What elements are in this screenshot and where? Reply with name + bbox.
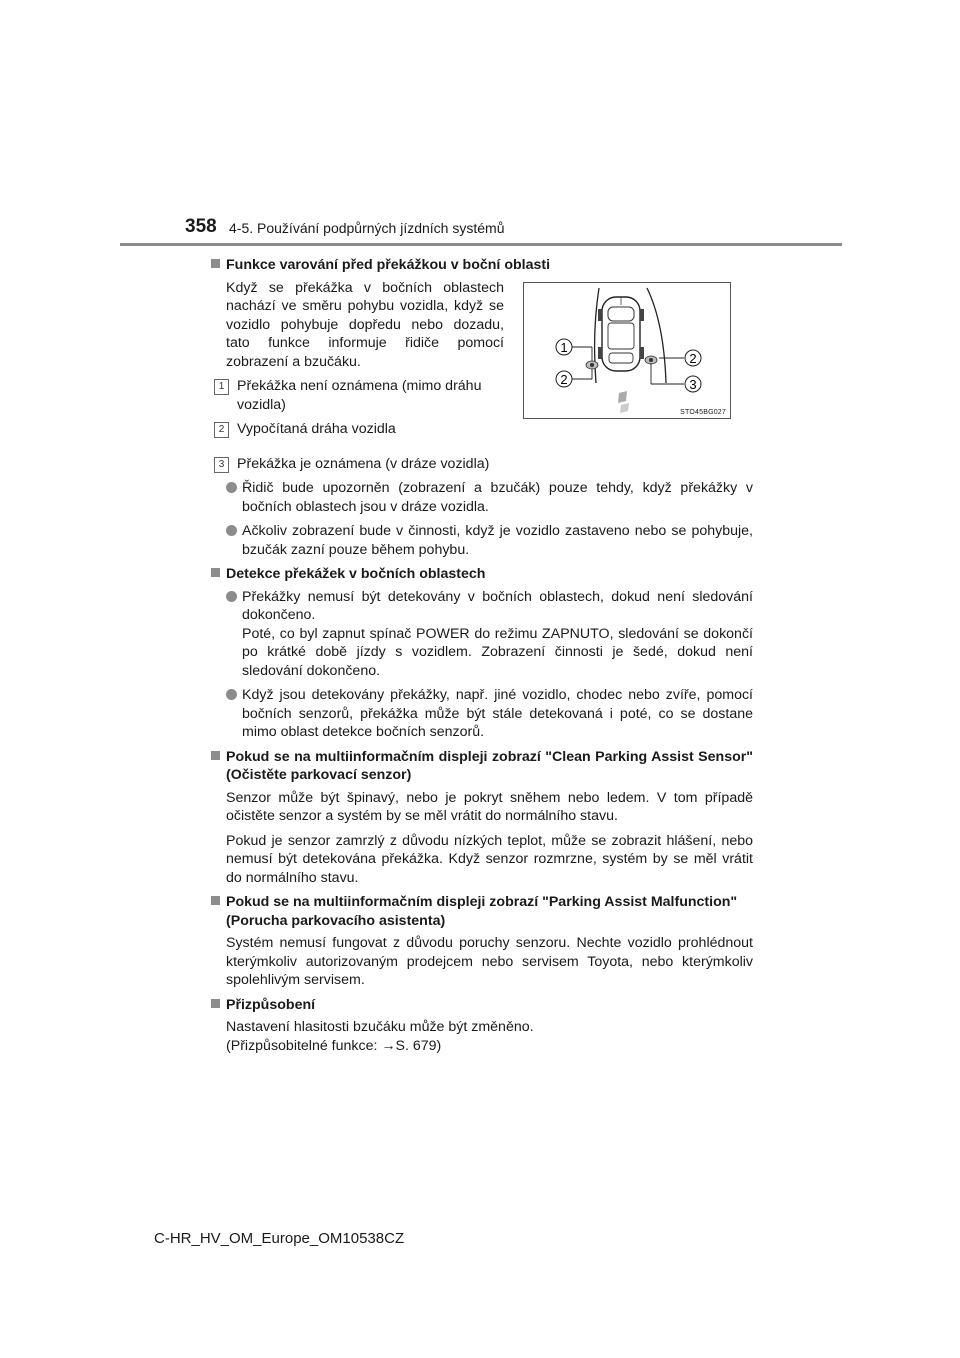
square-bullet-icon xyxy=(211,999,220,1008)
bullet-item xyxy=(226,588,753,681)
bullet-line: Poté, co byl zapnut spínač POWER do režimu ZAPNUTO, sledování se dokončí po krátké době jízdy s vozidlem. Zobrazení činnosti je šedé, dokud není sledování dokončeno. xyxy=(242,625,753,679)
round-bullet-icon xyxy=(226,525,237,536)
heading-text: Pokud se na multiinformačním displeji zobrazí "Parking Assist Malfunction" (Porucha parkovacího asistenta) xyxy=(226,894,738,929)
square-bullet-icon xyxy=(211,896,220,905)
bullet-text xyxy=(242,588,753,681)
round-bullet-icon xyxy=(226,591,237,602)
pedestrian-right-icon xyxy=(645,356,657,364)
bullet-text: Ačkoliv zobrazení bude v činnosti, když je vozidlo zastaveno nebo se pohybuje, bzučák zazní pouze během pohybu. xyxy=(242,523,753,558)
bullet-item xyxy=(226,479,753,516)
header-rule xyxy=(120,243,842,246)
section-heading xyxy=(211,996,753,1015)
callout-3: 3 xyxy=(689,377,697,392)
round-bullet-icon xyxy=(226,689,237,700)
section-heading xyxy=(211,565,753,584)
number-badge: 1 xyxy=(214,379,229,395)
list-item-text: Překážka není oznámena (mimo dráhu vozidla) xyxy=(237,378,482,413)
square-bullet-icon xyxy=(211,751,220,760)
paragraph: Senzor může být špinavý, nebo je pokryt sněhem nebo ledem. V tom případě očistěte senzor a systém by se měl vrátit do normálního stavu. xyxy=(226,789,753,824)
number-badge: 3 xyxy=(214,457,229,473)
heading-text: Funkce varování před překážkou v boční oblasti xyxy=(226,257,551,273)
bullet-item xyxy=(226,686,753,742)
bullet-line: Překážky nemusí být detekovány v bočních oblastech, dokud není sledování dokončeno. xyxy=(242,588,753,623)
list-item-text: Vypočítaná dráha vozidla xyxy=(237,421,396,437)
list-item xyxy=(214,420,504,439)
section-heading xyxy=(211,748,753,785)
paragraph: Systém nemusí fungovat z důvodu poruchy senzoru. Nechte vozidlo prohlédnout kterýmkoliv autorizovaným prodejcem nebo servisem Toyota, nebo kterýmkoliv spolehlivým servisem. xyxy=(226,935,753,988)
intro-paragraph: Když se překážka v bočních oblastech nachází ve směru pohybu vozidla, když se vozidlo pohybuje dopředu nebo dozadu, tato funkce informuje řidiče pomocí zobrazení a bzučáku. xyxy=(226,279,504,370)
paragraph: Pokud je senzor zamrzlý z důvodu nízkých teplot, může se zobrazit hlášení, nebo nemusí být detekována překážka. Když senzor rozmrzne, systém by se měl vrátit do normálního stavu. xyxy=(226,832,753,886)
square-bullet-icon xyxy=(211,568,220,577)
heading-text: Přizpůsobení xyxy=(226,996,316,1013)
vehicle-diagram xyxy=(523,282,731,419)
document-id: C-HR_HV_OM_Europe_OM10538CZ xyxy=(154,1230,405,1247)
number-badge: 2 xyxy=(214,422,229,438)
bullet-text: Řidič bude upozorněn (zobrazení a bzučák) pouze tehdy, když překážky v bočních oblastech jsou v dráze vozidla. xyxy=(242,480,753,515)
section-title: 4-5. Používání podpůrných jízdních systémů xyxy=(229,220,505,236)
list-item xyxy=(214,377,504,414)
bullet-text: Když jsou detekovány překážky, např. jiné vozidlo, chodec nebo zvíře, pomocí bočních senzorů, překážka může být stále detekovaná i poté, co se dostane mimo oblast detekce bočních senzorů. xyxy=(242,687,753,740)
section-heading xyxy=(211,893,753,930)
paragraph xyxy=(226,1018,753,1055)
cross-reference: (Přizpůsobitelné funkce: →S. 679) xyxy=(226,1037,442,1054)
round-bullet-icon xyxy=(226,482,237,493)
heading-text: Pokud se na multiinformačním displeji zobrazí "Clean Parking Assist Sensor" (Očistěte parkovací senzor) xyxy=(226,748,753,783)
page-number: 358 xyxy=(185,216,217,237)
bullet-item xyxy=(226,522,753,559)
heading-text: Detekce překážek v bočních oblastech xyxy=(226,566,486,582)
list-item-text: Překážka je oznámena (v dráze vozidla) xyxy=(237,455,490,472)
figure-code: STO45BG027 xyxy=(680,409,726,416)
callout-2: 2 xyxy=(560,372,568,387)
callout-2-right: 2 xyxy=(689,351,697,366)
section-heading xyxy=(211,256,753,275)
list-item xyxy=(214,455,753,474)
square-bullet-icon xyxy=(211,259,220,268)
pedestrian-left-icon xyxy=(586,361,598,369)
callout-1: 1 xyxy=(560,340,568,355)
diagram-illustration xyxy=(524,283,730,418)
paragraph-line: Nastavení hlasitosti bzučáku může být změněno. xyxy=(226,1019,534,1035)
